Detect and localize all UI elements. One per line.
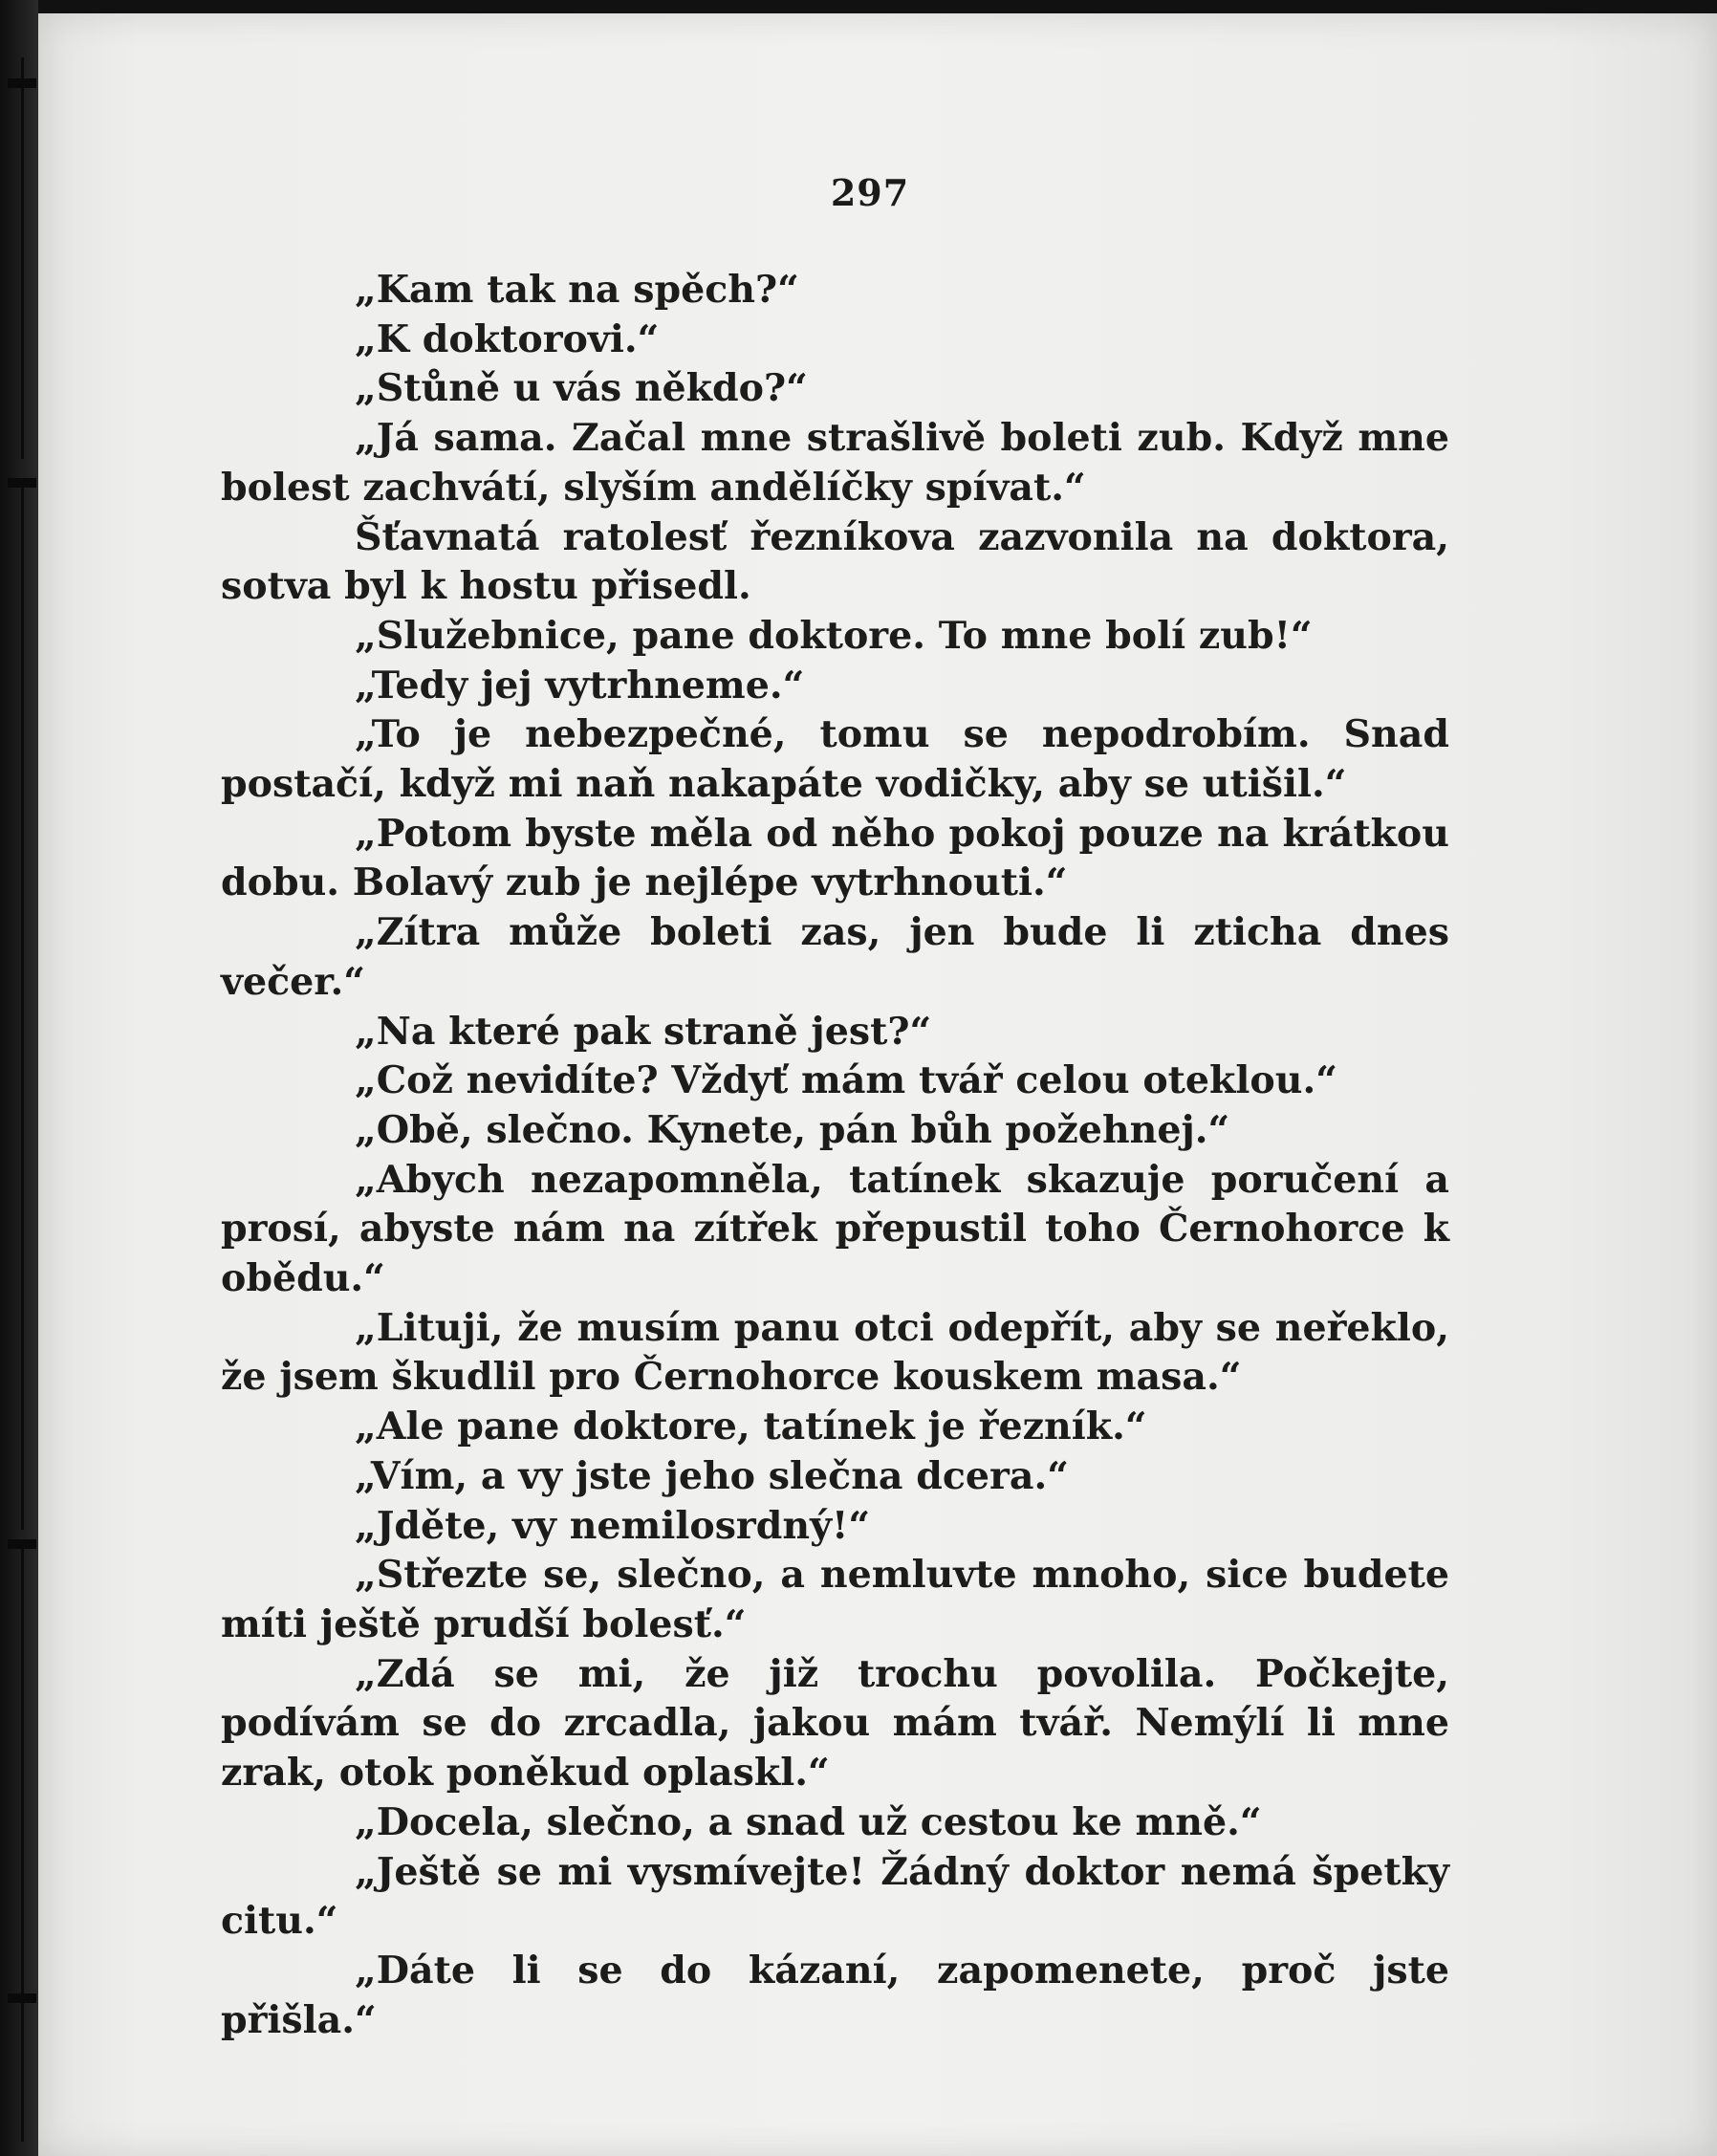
page-number-text: 297 [830, 171, 910, 214]
paragraph: Šťavnatá ratolesť řezníkova zazvonila na doktora, sotva byl k hostu přisedl. [221, 514, 1449, 609]
body-text [221, 266, 1449, 2045]
binding-mark [8, 78, 36, 88]
binding-mark [8, 1539, 36, 1549]
paragraph: „Obě, slečno. Kynete, pán bůh požehnej.“ [355, 1107, 1230, 1152]
paragraph: „Na které pak straně jest?“ [355, 1009, 932, 1054]
paragraph: „To je nebezpečné, tomu se nepodrobím. Snad postačí, když mi naň nakapáte vodičky, aby se utišil.“ [221, 712, 1449, 807]
paragraph: „Tedy jej vytrhneme.“ [355, 663, 805, 708]
paragraph: „Já sama. Začal mne strašlivě boleti zub. Když mne bolest zachvátí, slyším andělíčky spívat.“ [221, 416, 1449, 510]
binding-mark [8, 478, 36, 488]
paragraph: „Docela, slečno, a snad už cestou ke mně.“ [355, 1799, 1262, 1844]
binding-line [21, 57, 24, 459]
paragraph: „Ale pane doktore, tatínek je řezník.“ [355, 1405, 1147, 1449]
book-binding-edge [0, 0, 38, 2156]
paragraph: „Zítra může boleti zas, jen bude li zticha dnes večer.“ [221, 910, 1449, 1004]
paragraph: „Kam tak na spěch?“ [355, 268, 799, 312]
paragraph: „Stůně u vás někdo?“ [355, 366, 808, 411]
paragraph: „Služebnice, pane doktore. To mne bolí zub!“ [355, 613, 1313, 658]
paragraph: „Což nevidíte? Vždyť mám tvář celou oteklou.“ [355, 1058, 1337, 1103]
paragraph: „Jděte, vy nemilosrdný!“ [355, 1503, 871, 1548]
paragraph: „Zdá se mi, že již trochu povolila. Počkejte, podívám se do zrcadla, jakou mám tvář. Nemýlí li mne zrak, otok poněkud oplaskl.“ [221, 1651, 1449, 1796]
paragraph: „Lituji, že musím panu otci odepřít, aby se neřeklo, že jsem škudlil pro Černohorce kouskem masa.“ [221, 1305, 1449, 1400]
paragraph: „Abych nezapomněla, tatínek skazuje poručení a prosí, abyste nám na zítřek přepustil toho Černohorce k obědu.“ [221, 1157, 1449, 1301]
paragraph: „Střezte se, slečno, a nemluvte mnoho, sice budete míti ještě prudší bolesť.“ [221, 1553, 1449, 1646]
paragraph: „Dáte li se do kázaní, zapomenete, proč jste přišla.“ [221, 1948, 1449, 2042]
paragraph: „K doktorovi.“ [355, 316, 660, 361]
paragraph: „Potom byste měla od něho pokoj pouze na krátkou dobu. Bolavý zub je nejlépe vytrhnouti.“ [221, 811, 1449, 905]
binding-line [21, 478, 24, 1530]
binding-mark [8, 1993, 36, 2003]
paragraph: „Ještě se mi vysmívejte! Žádný doktor nemá špetky citu.“ [221, 1849, 1449, 1944]
paragraph: „Vím, a vy jste jeho slečna dcera.“ [355, 1453, 1069, 1498]
binding-line [21, 1549, 24, 2142]
page-number [38, 171, 1717, 214]
